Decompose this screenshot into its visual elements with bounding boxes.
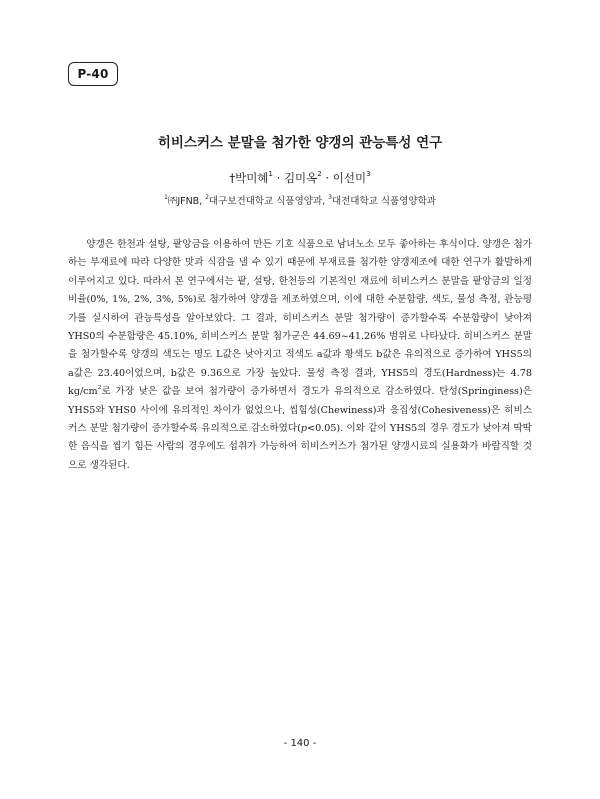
affiliation-list: $^1$㈜JFNB, $^2$대구보건대학교 식품영양과, $^3$대전대학교 식품영양학과 <box>164 194 436 207</box>
abstract-text: <0.05). 이와 같이 YHS5의 경우 경도가 낮아져 딱딱한 음식을 씹기 힘든 사람의 경우에도 섭취가 가능하여 히비스커스가 첨가된 양갱시료의 실용화가 바람직할 것으로 생각된다. <box>68 423 532 471</box>
page-number: - 140 - <box>283 738 317 749</box>
p-value-symbol: p <box>300 423 308 435</box>
abstract-paragraph <box>68 236 532 475</box>
author-affil-mark: 2 <box>317 169 322 179</box>
abstract-body <box>68 236 532 475</box>
poster-id-badge: P-40 <box>68 62 118 86</box>
author-prefix: † <box>229 171 236 185</box>
affiliation: 대구보건대학교 식품영양과 <box>209 196 323 207</box>
unit-superscript: 2 <box>97 384 102 392</box>
author-name: 김미옥 <box>283 171 318 185</box>
abstract-text: 양갱은 한천과 설탕, 팥앙금을 이용하여 만든 기호 식품으로 남녀노소 모두 좋아하는 후식이다. 양갱은 첨가하는 부재료에 따라 다양한 맛과 식감을 낼 수 있기 때문에 부재료를 첨가한 양갱제조에 대한 연구가 활발하게 이루어지고 있다. 따라서 본 연구에서는 팥, 설탕, 한천등의 기본적인 재료에 히비스커스 분말을 팥앙금의 일정비율(0%, 1%, 2%, 3%, 5%)로 첨가하여 양갱을 제조하였으며, 이에 대한 수분함량, 색도, 물성 측정, 관능평가를 실시하여 관능특성을 알아보았다. 그 결과, 히비스커스 분말 첨가량이 증가할수록 수분함량이 낮아져 YHS0의 수분함량은 45.10%, 히비스커스 분말 첨가군은 44.69~41.26% 범위로 나타났다. 히비스커스 분말을 첨가할수록 양갱의 색도는 명도 L값은 낮아지고 적색도 a값과 황색도 b값은 유의적으로 증가하여 YHS5의 a값은 23.40이었으며, b값은 9.36으로 가장 높았다. 물성 측정 결과, YHS5의 경도(Hardness)는 4.78 kg/cm <box>68 239 532 398</box>
author-separator: · <box>321 171 333 185</box>
author-separator: · <box>272 171 284 185</box>
affil-mark: 2 <box>205 194 209 201</box>
author-affil-mark: 3 <box>366 169 371 179</box>
author-list <box>0 170 600 186</box>
affil-mark: 1 <box>164 194 168 201</box>
author-affil-mark: 1 <box>268 169 273 179</box>
author-name: 이선미 <box>332 171 367 185</box>
affil-mark: 3 <box>328 194 332 201</box>
affiliation: ㈜JFNB <box>167 196 200 207</box>
abstract-text: 로 가장 낮은 값을 보여 첨가량이 증가하면서 경도가 유의적으로 감소하였다. 탄성(Springiness)은 YHS5와 YHS0 사이에 유의적인 차이가 없었으나, 씹힘성(Chewiness)과 응집성(Cohesiveness)은 히비스커스 분말 첨가량이 증가할수록 유의적으로 감소하였다( <box>68 386 532 435</box>
paper-title: 히비스커스 분말을 첨가한 양갱의 관능특성 연구 <box>157 135 443 151</box>
affiliation: 대전대학교 식품영양학과 <box>331 196 436 207</box>
author-name: 박미혜 <box>235 171 269 185</box>
